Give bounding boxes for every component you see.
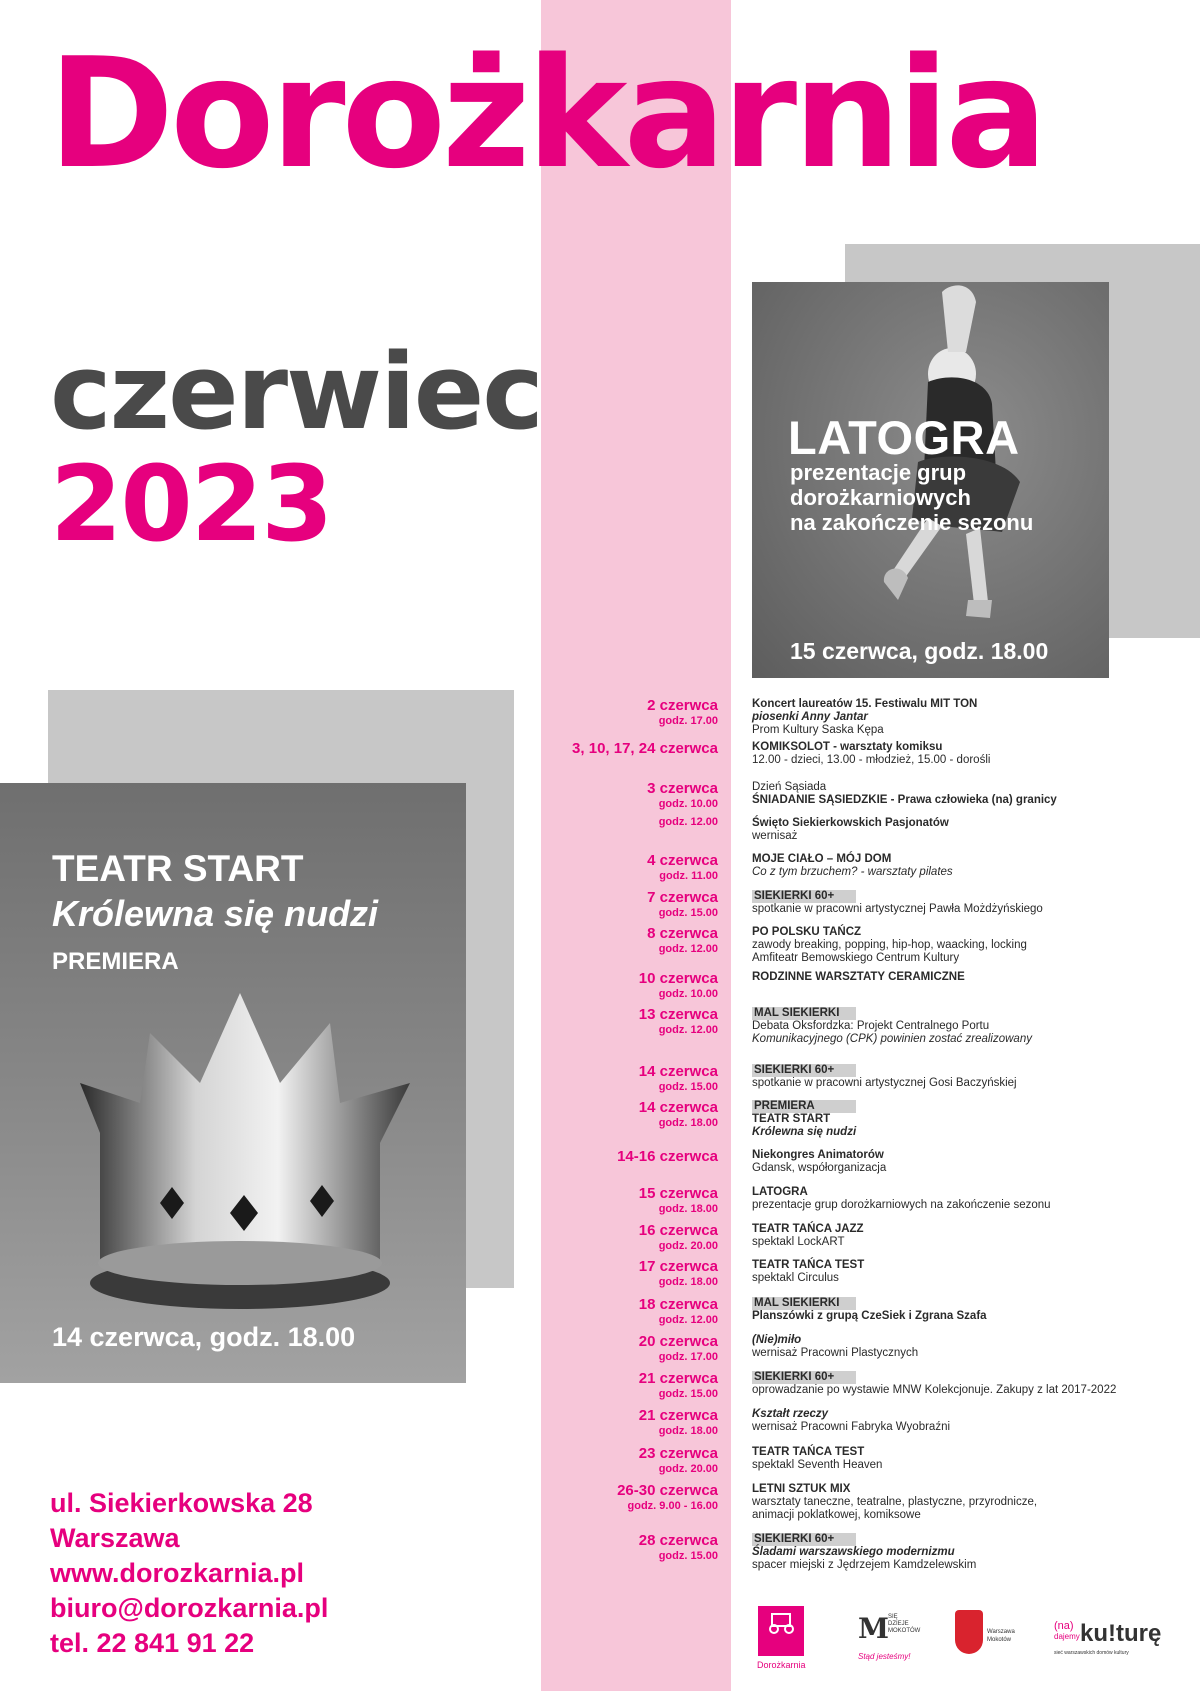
event-line: Prom Kultury Saska Kępa <box>752 724 884 736</box>
event-line: wernisaż <box>752 830 798 842</box>
event-description <box>752 1371 1172 1397</box>
event-line: prezentacje grup dorożkarniowych na zakończenie sezonu <box>752 1199 1051 1211</box>
event-time: godz. 18.00 <box>658 1117 718 1129</box>
mokotow-logo: M SIĘ DZIEJE MOKOTÓW Stąd jesteśmy! <box>858 1612 921 1661</box>
event-date: 14-16 czerwca <box>617 1148 718 1165</box>
event-time: godz. 12.00 <box>658 816 718 828</box>
event-date: 2 czerwca <box>647 697 718 714</box>
event-time: godz. 12.00 <box>658 1314 718 1326</box>
event-time: godz. 10.00 <box>658 988 718 1000</box>
event-line: Komunikacyjnego (CPK) powinien zostać zrealizowany <box>752 1033 1032 1045</box>
event-description <box>752 1259 1172 1285</box>
event-time: godz. 12.00 <box>658 1024 718 1036</box>
page-title: Dorożkarnia <box>48 25 1044 202</box>
event-line: wernisaż Pracowni Plastycznych <box>752 1347 919 1359</box>
event-date: 17 czerwca <box>638 1258 718 1275</box>
event-line: Co z tym brzuchem? - warsztaty pilates <box>752 866 953 878</box>
event-description <box>752 1533 1172 1572</box>
event-time: godz. 15.00 <box>658 907 718 919</box>
event-time: godz. 11.00 <box>659 870 718 882</box>
event-date: 14 czerwca <box>638 1099 718 1116</box>
event-line: animacji poklatkowej, komiksowe <box>752 1509 921 1521</box>
event-time: godz. 17.00 <box>658 1351 718 1363</box>
warszawa-logo: Warszawa Mokotów <box>955 1610 1025 1662</box>
event-description <box>752 1100 1172 1139</box>
event-description <box>752 1297 1172 1323</box>
event-line: Gdansk, współorganizacja <box>752 1162 887 1174</box>
latogra-title: LATOGRA <box>788 411 1020 464</box>
event-tag: SIEKIERKI 60+ <box>752 890 1172 903</box>
event-line: Amfiteatr Bemowskiego Centrum Kultury <box>752 952 960 964</box>
event-tag: MAL SIEKIERKI <box>752 1007 1172 1020</box>
teatr-play-title: Królewna się nudzi <box>52 893 379 934</box>
event-line: piosenki Anny Jantar <box>752 711 868 723</box>
event-line: Planszówki z grupą CzeSiek i Zgrana Szafa <box>752 1310 987 1322</box>
event-date: 3 czerwca <box>647 780 718 797</box>
event-description <box>752 971 1172 984</box>
event-date: 8 czerwca <box>647 925 718 942</box>
event-time: godz. 10.00 <box>658 798 718 810</box>
event-time: godz. 15.00 <box>658 1550 718 1562</box>
event-line: spacer miejski z Jędrzejem Kamdzelewskim <box>752 1559 977 1571</box>
event-line: Debata Oksfordzka: Projekt Centralnego Portu <box>752 1020 990 1032</box>
event-line: PO POLSKU TAŃCZ <box>752 926 862 938</box>
event-line: LATOGRA <box>752 1186 808 1198</box>
event-date: 13 czerwca <box>638 1006 718 1023</box>
event-description <box>752 853 1172 879</box>
carriage-icon <box>758 1606 804 1636</box>
event-line: MOJE CIAŁO – MÓJ DOM <box>752 853 892 865</box>
event-description <box>752 1064 1172 1090</box>
event-description <box>752 741 1172 767</box>
event-line: warsztaty taneczne, teatralne, plastyczne, przyrodnicze, <box>752 1496 1038 1508</box>
month-heading: czerwiec <box>50 331 542 453</box>
event-line: Śladami warszawskiego modernizmu <box>752 1546 955 1558</box>
event-line: spotkanie w pracowni artystycznej Pawła Możdżyńskiego <box>752 903 1043 915</box>
event-line: TEATR TAŃCA JAZZ <box>752 1223 864 1235</box>
event-description <box>752 1223 1172 1249</box>
event-time: godz. 15.00 <box>658 1388 718 1400</box>
event-description <box>752 1483 1172 1522</box>
event-line: Niekongres Animatorów <box>752 1149 884 1161</box>
event-line: Królewna się nudzi <box>752 1126 857 1138</box>
event-line: TEATR TAŃCA TEST <box>752 1259 865 1271</box>
year-heading: 2023 <box>50 443 332 565</box>
city: Warszawa <box>50 1523 180 1553</box>
event-date: 7 czerwca <box>647 889 718 906</box>
event-description <box>752 1334 1172 1360</box>
event-description <box>752 1408 1172 1434</box>
event-date: 18 czerwca <box>638 1296 718 1313</box>
contact-block <box>50 1486 328 1661</box>
event-description <box>752 698 1172 737</box>
event-line: spotkanie w pracowni artystycznej Gosi Baczyńskiej <box>752 1077 1017 1089</box>
phone: tel. 22 841 91 22 <box>50 1628 255 1658</box>
email-link[interactable]: biuro@dorozkarnia.pl <box>50 1593 329 1623</box>
event-line: TEATR START <box>752 1113 831 1125</box>
event-time: godz. 15.00 <box>658 1081 718 1093</box>
event-description <box>752 1446 1172 1472</box>
dorozkarnia-logo-label: Dorożkarnia <box>757 1660 806 1670</box>
event-date: 20 czerwca <box>638 1333 718 1350</box>
event-line: Święto Siekierkowskich Pasjonatów <box>752 817 949 829</box>
event-time: godz. 18.00 <box>658 1203 718 1215</box>
event-time: godz. 18.00 <box>658 1276 718 1288</box>
teatr-title: TEATR START <box>52 848 304 889</box>
event-line: wernisaż Pracowni Fabryka Wyobraźni <box>752 1421 951 1433</box>
event-line: ŚNIADANIE SĄSIEDZKIE - Prawa człowieka (na) granicy <box>752 794 1057 806</box>
latogra-date: 15 czerwca, godz. 18.00 <box>790 638 1049 664</box>
event-description <box>752 781 1172 807</box>
event-line: Koncert laureatów 15. Festiwalu MIT TON <box>752 698 978 710</box>
event-line: Dzień Sąsiada <box>752 781 827 793</box>
event-description <box>752 926 1172 965</box>
event-description <box>752 817 1172 843</box>
event-line: TEATR TAŃCA TEST <box>752 1446 865 1458</box>
teatr-premiere-label: PREMIERA <box>52 948 179 975</box>
event-line: zawody breaking, popping, hip-hop, waacking, locking <box>752 939 1027 951</box>
address: ul. Siekierkowska 28 <box>50 1488 313 1518</box>
event-line: spektakl LockART <box>752 1236 845 1248</box>
event-description <box>752 1007 1172 1046</box>
event-tag: SIEKIERKI 60+ <box>752 1064 1172 1077</box>
event-date: 21 czerwca <box>638 1407 718 1424</box>
event-date: 14 czerwca <box>638 1063 718 1080</box>
event-date: 4 czerwca <box>647 852 718 869</box>
siren-shield-icon <box>955 1610 983 1654</box>
event-line: LETNI SZTUK MIX <box>752 1483 851 1495</box>
event-line: oprowadzanie po wystawie MNW Kolekcjonuje. Zakupy z lat 2017-2022 <box>752 1384 1117 1396</box>
website-link[interactable]: www.dorozkarnia.pl <box>50 1558 305 1588</box>
event-time: godz. 20.00 <box>658 1463 718 1475</box>
event-tag: MAL SIEKIERKI <box>752 1297 1172 1310</box>
event-description <box>752 890 1172 916</box>
event-date: 16 czerwca <box>638 1222 718 1239</box>
event-line: 12.00 - dzieci, 13.00 - młodzież, 15.00 - dorośli <box>752 754 991 766</box>
event-line: spektakl Seventh Heaven <box>752 1459 883 1471</box>
event-time: godz. 18.00 <box>658 1425 718 1437</box>
event-date: 23 czerwca <box>638 1445 718 1462</box>
event-date: 26-30 czerwca <box>617 1482 718 1499</box>
event-date: 21 czerwca <box>638 1370 718 1387</box>
event-date: 3, 10, 17, 24 czerwca <box>572 740 718 757</box>
event-date: 10 czerwca <box>638 970 718 987</box>
event-time: godz. 12.00 <box>658 943 718 955</box>
event-description <box>752 1186 1172 1212</box>
event-description <box>752 1149 1172 1175</box>
event-time: godz. 17.00 <box>658 715 718 727</box>
latogra-subtitle: prezentacje grup dorożkarniowych na zakończenie sezonu <box>790 460 1034 535</box>
event-line: Kształt rzeczy <box>752 1408 829 1420</box>
event-date: 28 czerwca <box>638 1532 718 1549</box>
event-tag: SIEKIERKI 60+ <box>752 1533 1172 1546</box>
dorozkarnia-logo <box>758 1606 804 1656</box>
event-line: KOMIKSOLOT - warsztaty komiksu <box>752 741 943 753</box>
event-date: 15 czerwca <box>638 1185 718 1202</box>
teatr-date: 14 czerwca, godz. 18.00 <box>52 1322 356 1352</box>
event-line: (Nie)miło <box>752 1334 802 1346</box>
event-time: godz. 20.00 <box>658 1240 718 1252</box>
event-time: godz. 9.00 - 16.00 <box>627 1500 718 1512</box>
event-tag: SIEKIERKI 60+ <box>752 1371 1172 1384</box>
event-line: spektakl Circulus <box>752 1272 839 1284</box>
event-line: RODZINNE WARSZTATY CERAMICZNE <box>752 971 965 983</box>
kultura-logo: (na) dajemy ku!turę sieć warszawskich domów kultury <box>1054 1620 1162 1656</box>
event-tag: PREMIERA <box>752 1100 1172 1113</box>
